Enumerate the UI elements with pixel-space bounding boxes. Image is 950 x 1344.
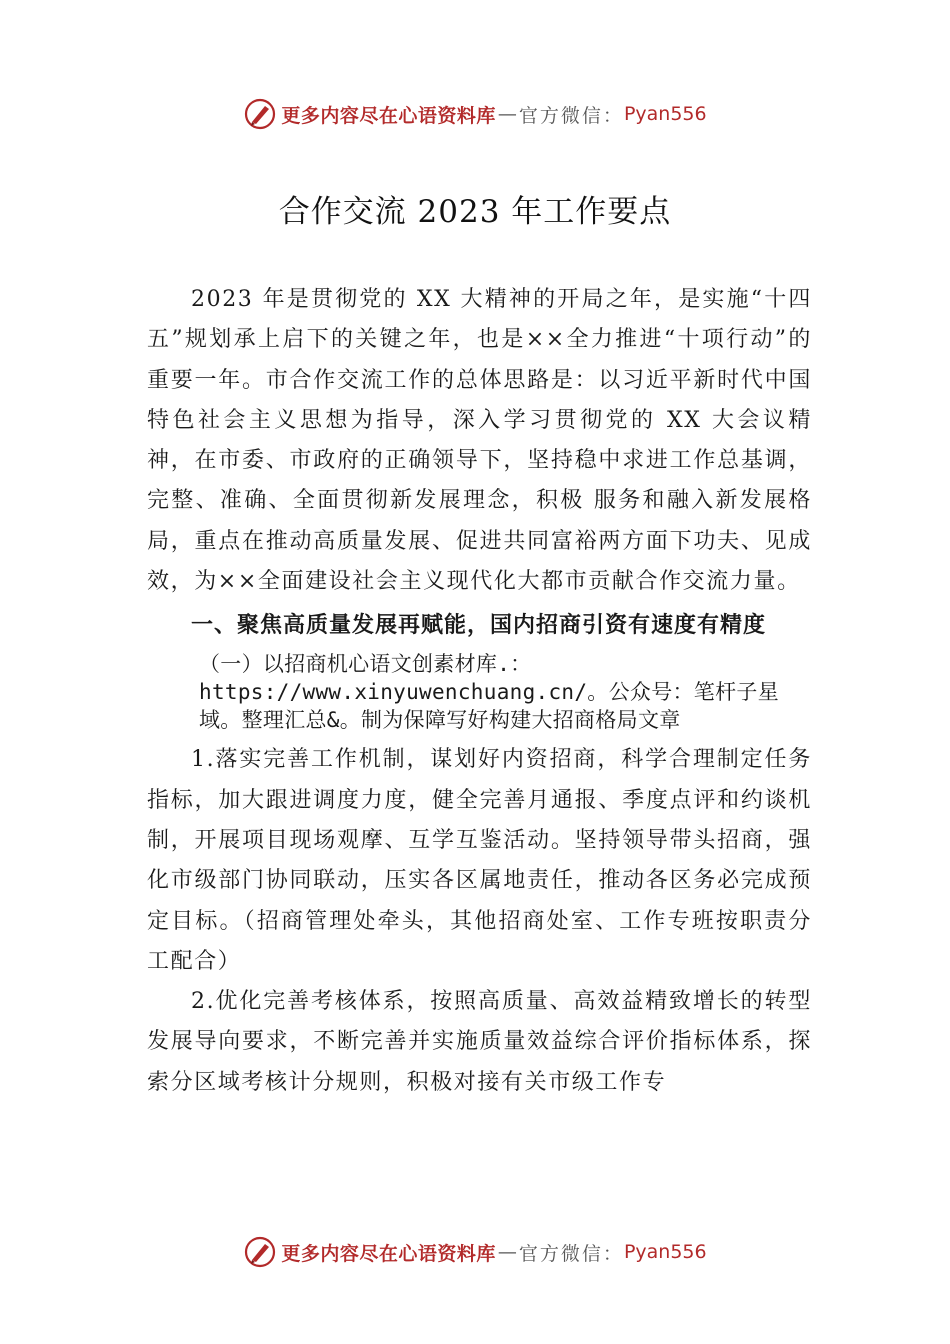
watermark-separator: — — [497, 1241, 517, 1263]
item-paragraph-2: 2.优化完善考核体系，按照高质量、高效益精致增长的转型发展导向要求，不断完善并实施质量效益综合评价指标体系，探索分区域考核计分规则，积极对接有关市级工作专 — [147, 989, 812, 1095]
footer-watermark — [0, 1232, 950, 1272]
watermark-brand: 更多内容尽在心语资料库 — [281, 104, 496, 127]
watermark-brand: 更多内容尽在心语资料库 — [281, 1242, 496, 1265]
intro-paragraph: 2023 年是贯彻党的 XX 大精神的开局之年，是实施“十四五”规划承上启下的关键之年，也是××全力推进“十项行动”的重要一年。市合作交流工作的总体思路是：以习近平新时代中国特色社会主义思想为指导，深入学习贯彻党的 XX 大会议精神，在市委、市政府的正确领导下，坚持稳中求进工作总基调，完整、准确、全面贯彻新发展理念，积极 服务和融入新发展格局，重点在推动高质量发展、促进共同富裕两方面下功夫、见成效，为××全面建设社会主义现代化大都市贡献合作交流力量。 — [147, 287, 812, 595]
document-body — [147, 280, 812, 1103]
header-watermark — [0, 94, 950, 134]
subsection-heading: （一）以招商机心语文创素材库.：https://www.xinyuwenchuang.cn/。公众号：笔杆子星域。整理汇总&。制为保障写好构建大招商格局文章 — [199, 652, 779, 733]
wechat-label: 官方微信： — [518, 104, 624, 127]
pen-logo-icon — [243, 97, 277, 131]
wechat-id: Pyan556 — [623, 1241, 707, 1263]
section-heading: 一、聚焦高质量发展再赋能，国内招商引资有速度有精度 — [191, 613, 767, 639]
pen-logo-icon — [243, 1235, 277, 1269]
wechat-id: Pyan556 — [623, 103, 707, 125]
wechat-label: 官方微信： — [518, 1242, 624, 1265]
document-title: 合作交流 2023 年工作要点 — [278, 194, 672, 230]
item-paragraph-1: 1.落实完善工作机制，谋划好内资招商，科学合理制定任务指标，加大跟进调度力度，健全完善月通报、季度点评和约谈机制，开展项目现场观摩、互学互鉴活动。坚持领导带头招商，强化市级部门协同联动，压实各区属地责任，推动各区务必完成预定目标。（招商管理处牵头，其他招商处室、工作专班按职责分工配合） — [147, 747, 812, 974]
watermark-separator: — — [497, 103, 517, 125]
